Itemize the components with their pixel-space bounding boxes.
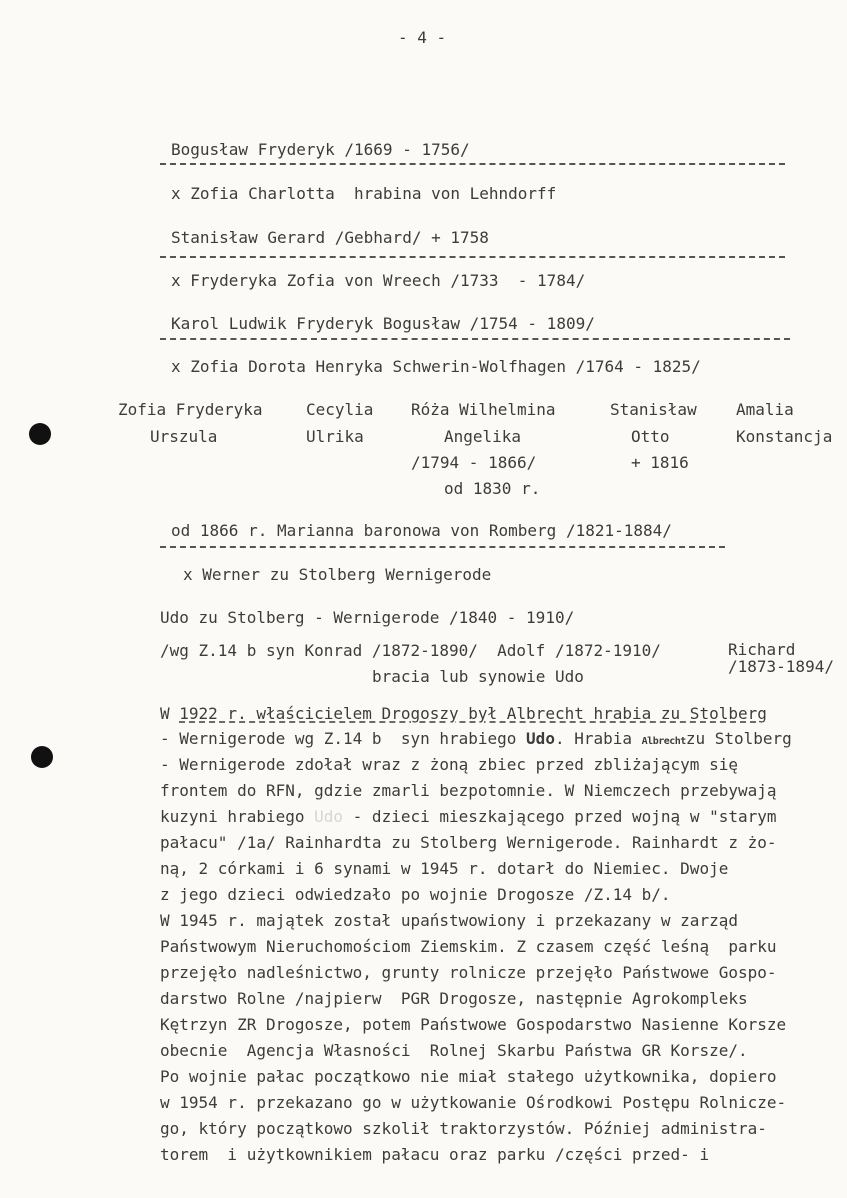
- descendant-line-2: Udo zu Stolberg - Wernigerode /1840 - 1910/: [160, 608, 575, 627]
- paragraph-line-9: W 1945 r. majątek został upaństwowiony i przekazany w zarząd: [160, 911, 738, 930]
- descendant-sons: /wg Z.14 b syn Konrad /1872-1890/ Adolf /1872-1910/: [160, 641, 661, 660]
- paragraph-line-8: z jego dzieci odwiedzało po wojnie Drogosze /Z.14 b/.: [160, 885, 671, 904]
- paragraph-line-3: - Wernigerode zdołał wraz z żoną zbiec przed zbliżającym się: [160, 755, 738, 774]
- paragraph-line-12: darstwo Rolne /najpierw PGR Drogosze, następnie Agrokompleks: [160, 989, 748, 1008]
- text-fragment: zu Stolberg: [685, 729, 792, 748]
- child-3-name-2: Angelika: [444, 427, 522, 446]
- child-1-name-2: Urszula: [150, 427, 218, 446]
- child-3-dates: /1794 - 1866/: [411, 453, 537, 472]
- separator-line: [160, 256, 785, 258]
- paragraph-line-1: [160, 704, 767, 724]
- child-4-name-2: Otto: [631, 427, 670, 446]
- text-fragment: - Wernigerode wg Z.14 b syn hrabiego: [160, 729, 527, 748]
- faded-text: Udo: [314, 807, 344, 826]
- text-fragment: kuzyni hrabiego: [160, 807, 315, 826]
- child-5-name-2: Konstancja: [736, 427, 833, 446]
- handwritten-correction: Albrecht: [641, 736, 686, 747]
- ancestor-line-3: Karol Ludwik Fryderyk Bogusław /1754 - 1809/: [171, 314, 595, 333]
- punch-hole: [31, 746, 53, 768]
- ancestor-line-1: Bogusław Fryderyk /1669 - 1756/: [171, 140, 470, 159]
- paragraph-line-16: w 1954 r. przekazano go w użytkowanie Ośrodkowi Postępu Rolnicze-: [160, 1093, 787, 1112]
- text-fragment: Udo: [526, 729, 555, 748]
- paragraph-line-14: obecnie Agencja Własności Rolnej Skarbu Państwa GR Korsze/.: [160, 1041, 748, 1060]
- paragraph-line-15: Po wojnie pałac początkowo nie miał stałego użytkownika, dopiero: [160, 1067, 777, 1086]
- paragraph-line-6: pałacu" /1a/ Rainhardta zu Stolberg Wernigerode. Rainhardt z żo-: [160, 833, 777, 852]
- separator-line: [160, 546, 725, 548]
- paragraph-line-13: Kętrzyn ZR Drogosze, potem Państwowe Gospodarstwo Nasienne Korsze: [160, 1015, 787, 1034]
- descendant-son-richard-dates: /1873-1894/: [728, 657, 834, 676]
- paragraph-line-10: Państwowym Nieruchomościom Ziemskim. Z czasem część leśną parku: [160, 937, 777, 956]
- child-3-note: od 1830 r.: [444, 479, 541, 498]
- underlined-text: 1922 r. właścicielem Drogoszy był Albrecht hrabia zu Stolberg: [179, 704, 767, 723]
- paragraph-line-4: frontem do RFN, gdzie zmarli bezpotomnie. W Niemczech przebywają: [160, 781, 777, 800]
- text-fragment: W: [160, 704, 180, 723]
- paragraph-line-18: torem i użytkownikiem pałacu oraz parku /części przed- i: [160, 1145, 710, 1164]
- spouse-line-4: x Werner zu Stolberg Wernigerode: [183, 565, 492, 584]
- child-1-name: Zofia Fryderyka: [118, 400, 263, 419]
- descendant-line-1: od 1866 r. Marianna baronowa von Romberg /1821-1884/: [171, 521, 672, 540]
- paragraph-line-7: ną, 2 córkami i 6 synami w 1945 r. dotarł do Niemiec. Dwoje: [160, 859, 729, 878]
- descendant-son-richard: Richard: [728, 640, 796, 659]
- child-4-dates: + 1816: [631, 453, 689, 472]
- child-3-name: Róża Wilhelmina: [411, 400, 556, 419]
- paragraph-line-17: go, który początkowo szkolił traktorzystów. Później administra-: [160, 1119, 767, 1138]
- punch-hole: [29, 423, 51, 445]
- spouse-line-2: x Fryderyka Zofia von Wreech /1733 - 1784/: [171, 271, 586, 290]
- spouse-line-1: x Zofia Charlotta hrabina von Lehndorff: [171, 184, 557, 203]
- text-fragment: . Hrabia: [554, 729, 642, 748]
- paragraph-line-2: [160, 729, 792, 752]
- spouse-line-3: x Zofia Dorota Henryka Schwerin-Wolfhagen /1764 - 1825/: [171, 357, 701, 376]
- child-2-name-2: Ulrika: [306, 427, 364, 446]
- separator-line: [160, 163, 785, 165]
- child-2-name: Cecylia: [306, 400, 374, 419]
- paragraph-line-11: przejęło nadleśnictwo, grunty rolnicze przejęło Państwowe Gospo-: [160, 963, 777, 982]
- child-5-name: Amalia: [736, 400, 794, 419]
- ancestor-line-2: Stanisław Gerard /Gebhard/ + 1758: [171, 228, 489, 247]
- page-number: - 4 -: [398, 28, 447, 47]
- text-fragment: - dzieci mieszkającego przed wojną w "starym: [343, 807, 777, 826]
- paragraph-line-5: [160, 807, 777, 827]
- descendant-note: bracia lub synowie Udo: [372, 667, 584, 686]
- child-4-name: Stanisław: [610, 400, 697, 419]
- separator-line: [160, 338, 790, 340]
